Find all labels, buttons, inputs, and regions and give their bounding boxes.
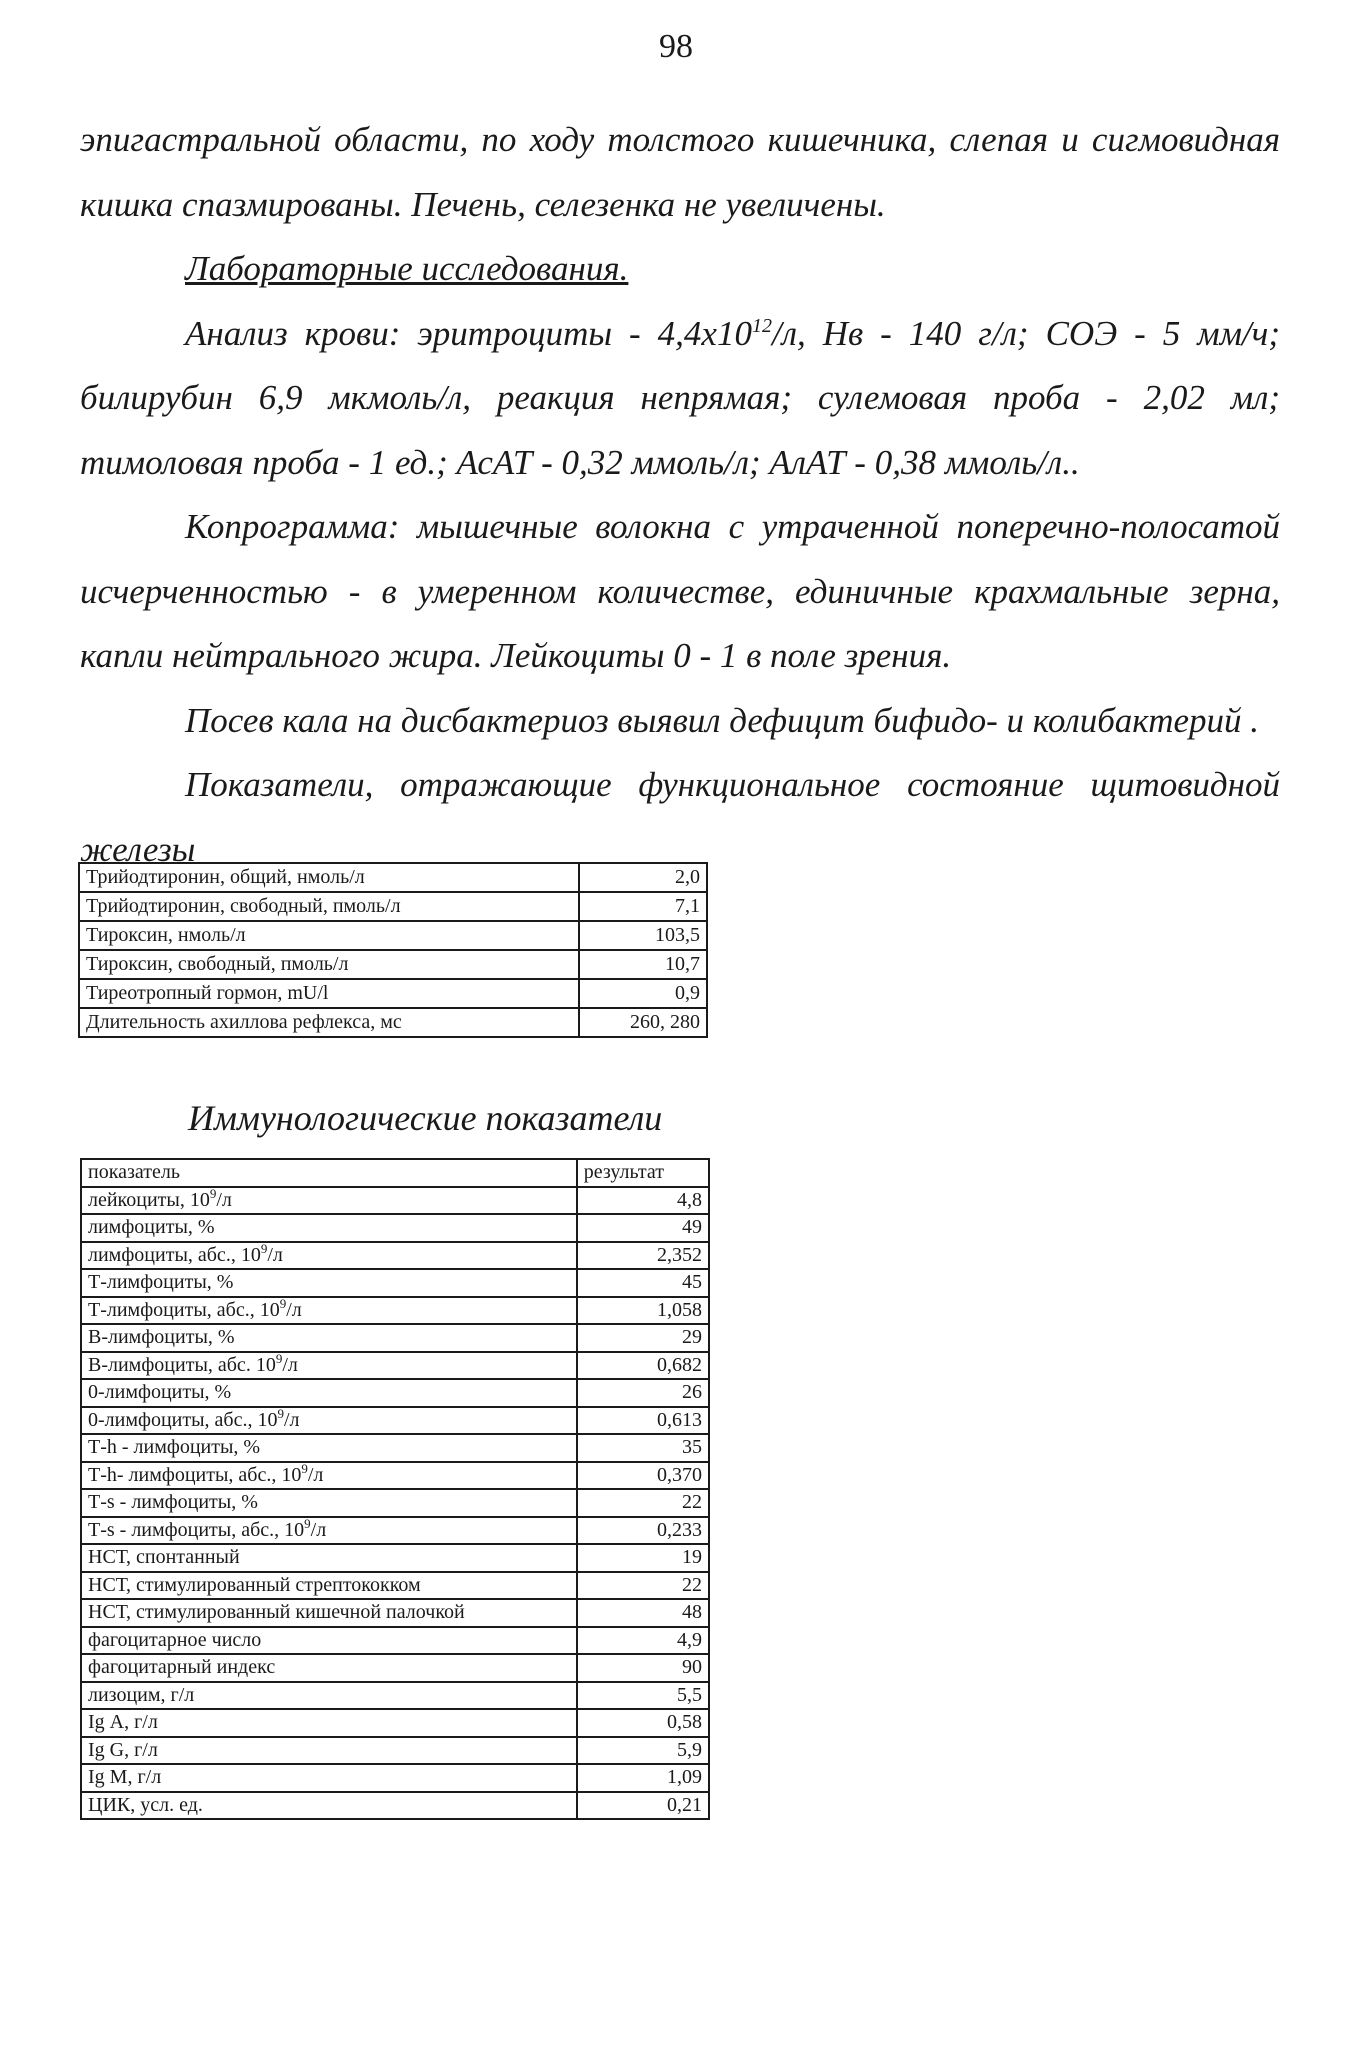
value-cell: 0,9 — [579, 979, 707, 1008]
table-header-row — [81, 1159, 709, 1187]
label-cell: Длительность ахиллова рефлекса, мс — [79, 1008, 579, 1037]
value-cell: 35 — [577, 1434, 709, 1462]
header-label-cell: показатель — [81, 1159, 577, 1187]
immunology-table — [80, 1158, 710, 1820]
table-row — [81, 1627, 709, 1655]
value-cell: 0,21 — [577, 1792, 709, 1820]
label-cell — [81, 1214, 577, 1242]
value-cell: 103,5 — [579, 921, 707, 950]
label-cell — [81, 1599, 577, 1627]
label-cell — [81, 1434, 577, 1462]
value-cell: 45 — [577, 1269, 709, 1297]
label-text: НСТ, стимулированный стрептококком — [88, 1573, 421, 1596]
label-text: Ig G, г/л — [88, 1738, 158, 1761]
value-cell: 0,682 — [577, 1352, 709, 1380]
label-exponent: 9 — [304, 1515, 311, 1531]
label-text: ЦИК, усл. ед. — [88, 1793, 203, 1816]
value-cell: 10,7 — [579, 950, 707, 979]
label-cell — [81, 1737, 577, 1765]
label-text: НСТ, стимулированный кишечной палочкой — [88, 1601, 465, 1623]
label-cell — [81, 1269, 577, 1297]
label-exponent: 9 — [209, 1185, 217, 1201]
label-text: лейкоциты, 10 — [88, 1188, 210, 1211]
label-unit: /л — [267, 1243, 283, 1266]
label-text: Ig М, г/л — [88, 1766, 162, 1788]
table-row — [81, 1187, 709, 1215]
label-text: Т-h - лимфоциты, % — [88, 1436, 261, 1458]
value-cell: 49 — [577, 1214, 709, 1242]
table-row — [81, 1379, 709, 1407]
header-value-cell: результат — [577, 1159, 709, 1187]
label-cell — [81, 1324, 577, 1352]
label-cell — [81, 1682, 577, 1710]
label-text: лимфоциты, абс., 10 — [88, 1243, 261, 1266]
table-row — [79, 1008, 707, 1037]
immuno-title: Иммунологические показатели — [188, 1098, 663, 1138]
value-cell: 90 — [577, 1654, 709, 1682]
label-text: Т-s - лимфоциты, абс., 10 — [88, 1518, 305, 1541]
table-row — [81, 1572, 709, 1600]
label-text: НСТ, спонтанный — [88, 1546, 240, 1568]
label-text: фагоцитарный индекс — [88, 1656, 276, 1678]
value-cell: 4,8 — [577, 1187, 709, 1215]
label-exponent: 9 — [275, 1350, 283, 1366]
paragraph-blood-test — [80, 302, 1280, 496]
label-cell — [81, 1764, 577, 1792]
value-cell: 0,613 — [577, 1407, 709, 1435]
lab-heading: Лабораторные исследования. — [185, 249, 629, 288]
label-text: Т-лимфоциты, абс., 10 — [88, 1298, 280, 1321]
label-text: Т-h- лимфоциты, абс., 10 — [88, 1463, 302, 1486]
label-cell — [81, 1297, 577, 1325]
table-row — [81, 1737, 709, 1765]
page-number: 98 — [659, 28, 693, 65]
table-row — [81, 1434, 709, 1462]
table-row — [81, 1709, 709, 1737]
table-row — [79, 921, 707, 950]
label-cell — [81, 1544, 577, 1572]
label-unit: /л — [286, 1298, 302, 1321]
value-cell: 2,0 — [579, 863, 707, 892]
value-cell: 0,58 — [577, 1709, 709, 1737]
label-cell — [81, 1379, 577, 1407]
label-exponent: 9 — [277, 1405, 284, 1421]
blood-text-start: Анализ крови: эритроциты - 4,4х10 — [185, 313, 752, 353]
value-cell: 1,058 — [577, 1297, 709, 1325]
label-unit: /л — [307, 1463, 324, 1486]
blood-exponent: 12 — [751, 314, 772, 337]
value-cell: 4,9 — [577, 1627, 709, 1655]
paragraph-coprogram: Копрограмма: мышечные волокна с утраченной поперечно-полосатой исчерченностью - в умеренном количестве, единичные крахмальные зерна, капли нейтрального жира. Лейкоциты 0 - 1 в поле зрения. — [80, 507, 1280, 675]
table-row — [81, 1544, 709, 1572]
label-cell — [81, 1572, 577, 1600]
label-text: лизоцим, г/л — [88, 1683, 195, 1706]
body-text — [80, 108, 1280, 882]
value-cell: 0,370 — [577, 1462, 709, 1490]
table-row — [81, 1517, 709, 1545]
table-row — [79, 979, 707, 1008]
table-row — [81, 1214, 709, 1242]
label-text: лимфоциты, % — [88, 1216, 215, 1238]
value-cell: 48 — [577, 1599, 709, 1627]
value-cell: 5,9 — [577, 1737, 709, 1765]
value-cell: 260, 280 — [579, 1008, 707, 1037]
value-cell: 5,5 — [577, 1682, 709, 1710]
label-unit: /л — [282, 1353, 298, 1376]
label-cell — [81, 1187, 577, 1215]
label-cell — [81, 1242, 577, 1270]
table-row — [81, 1407, 709, 1435]
value-cell: 1,09 — [577, 1764, 709, 1792]
label-cell — [81, 1627, 577, 1655]
label-text: В-лимфоциты, % — [88, 1326, 235, 1348]
label-cell — [81, 1792, 577, 1820]
value-cell: 26 — [577, 1379, 709, 1407]
table-row — [81, 1792, 709, 1820]
table-row — [81, 1352, 709, 1380]
table-row — [81, 1297, 709, 1325]
table-row — [81, 1489, 709, 1517]
label-cell — [81, 1489, 577, 1517]
label-cell: Тироксин, свободный, пмоль/л — [79, 950, 579, 979]
label-exponent: 9 — [260, 1240, 268, 1256]
table-row — [81, 1269, 709, 1297]
table-row — [79, 892, 707, 921]
label-text: Т-лимфоциты, % — [88, 1271, 234, 1293]
blood-text-rest: /л, Нв - 140 г/л; СОЭ - 5 мм/ч; билирубин 6,9 мкмоль/л, реакция непрямая; сулемовая проба - 2,02 мл; тимоловая проба - 1 ед.; АсАТ - 0,32 ммоль/л; АлАТ - 0,38 ммоль/л.. — [80, 313, 1280, 482]
label-text: 0-лимфоциты, % — [88, 1381, 232, 1403]
label-cell — [81, 1517, 577, 1545]
label-text: В-лимфоциты, абс. 10 — [88, 1353, 276, 1376]
label-cell — [81, 1654, 577, 1682]
thyroid-table — [78, 862, 708, 1038]
paragraph-culture: Посев кала на дисбактериоз выявил дефицит бифидо- и колибактерий . — [185, 700, 1260, 740]
label-cell: Трийодтиронин, общий, нмоль/л — [79, 863, 579, 892]
label-exponent: 9 — [279, 1295, 287, 1311]
table-row — [81, 1654, 709, 1682]
label-cell: Тироксин, нмоль/л — [79, 921, 579, 950]
label-cell — [81, 1407, 577, 1435]
value-cell: 2,352 — [577, 1242, 709, 1270]
label-text: Ig А, г/л — [88, 1711, 158, 1733]
value-cell: 29 — [577, 1324, 709, 1352]
label-cell — [81, 1709, 577, 1737]
paragraph-thyroid-intro: Показатели, отражающие функциональное состояние щитовидной железы — [80, 765, 1280, 869]
label-text: фагоцитарное число — [88, 1628, 262, 1651]
label-unit: /л — [283, 1408, 300, 1431]
label-text: Т-s - лимфоциты, % — [88, 1491, 258, 1513]
table-row — [81, 1462, 709, 1490]
label-cell — [81, 1352, 577, 1380]
value-cell: 7,1 — [579, 892, 707, 921]
value-cell: 22 — [577, 1572, 709, 1600]
value-cell: 22 — [577, 1489, 709, 1517]
value-cell: 19 — [577, 1544, 709, 1572]
table-row — [81, 1324, 709, 1352]
table-row — [79, 863, 707, 892]
table-row — [81, 1764, 709, 1792]
table-row — [81, 1682, 709, 1710]
table-row — [79, 950, 707, 979]
paragraph-exam-continuation: эпигастральной области, по ходу толстого кишечника, слепая и сигмовидная кишка спазмированы. Печень, селезенка не увеличены. — [80, 120, 1280, 224]
value-cell: 0,233 — [577, 1517, 709, 1545]
label-text: 0-лимфоциты, абс., 10 — [88, 1408, 278, 1431]
label-unit: /л — [216, 1188, 232, 1211]
label-unit: /л — [310, 1518, 327, 1541]
table-row — [81, 1242, 709, 1270]
label-cell — [81, 1462, 577, 1490]
label-exponent: 9 — [301, 1460, 308, 1476]
label-cell: Тиреотропный гормон, mU/l — [79, 979, 579, 1008]
table-row — [81, 1599, 709, 1627]
label-cell: Трийодтиронин, свободный, пмоль/л — [79, 892, 579, 921]
